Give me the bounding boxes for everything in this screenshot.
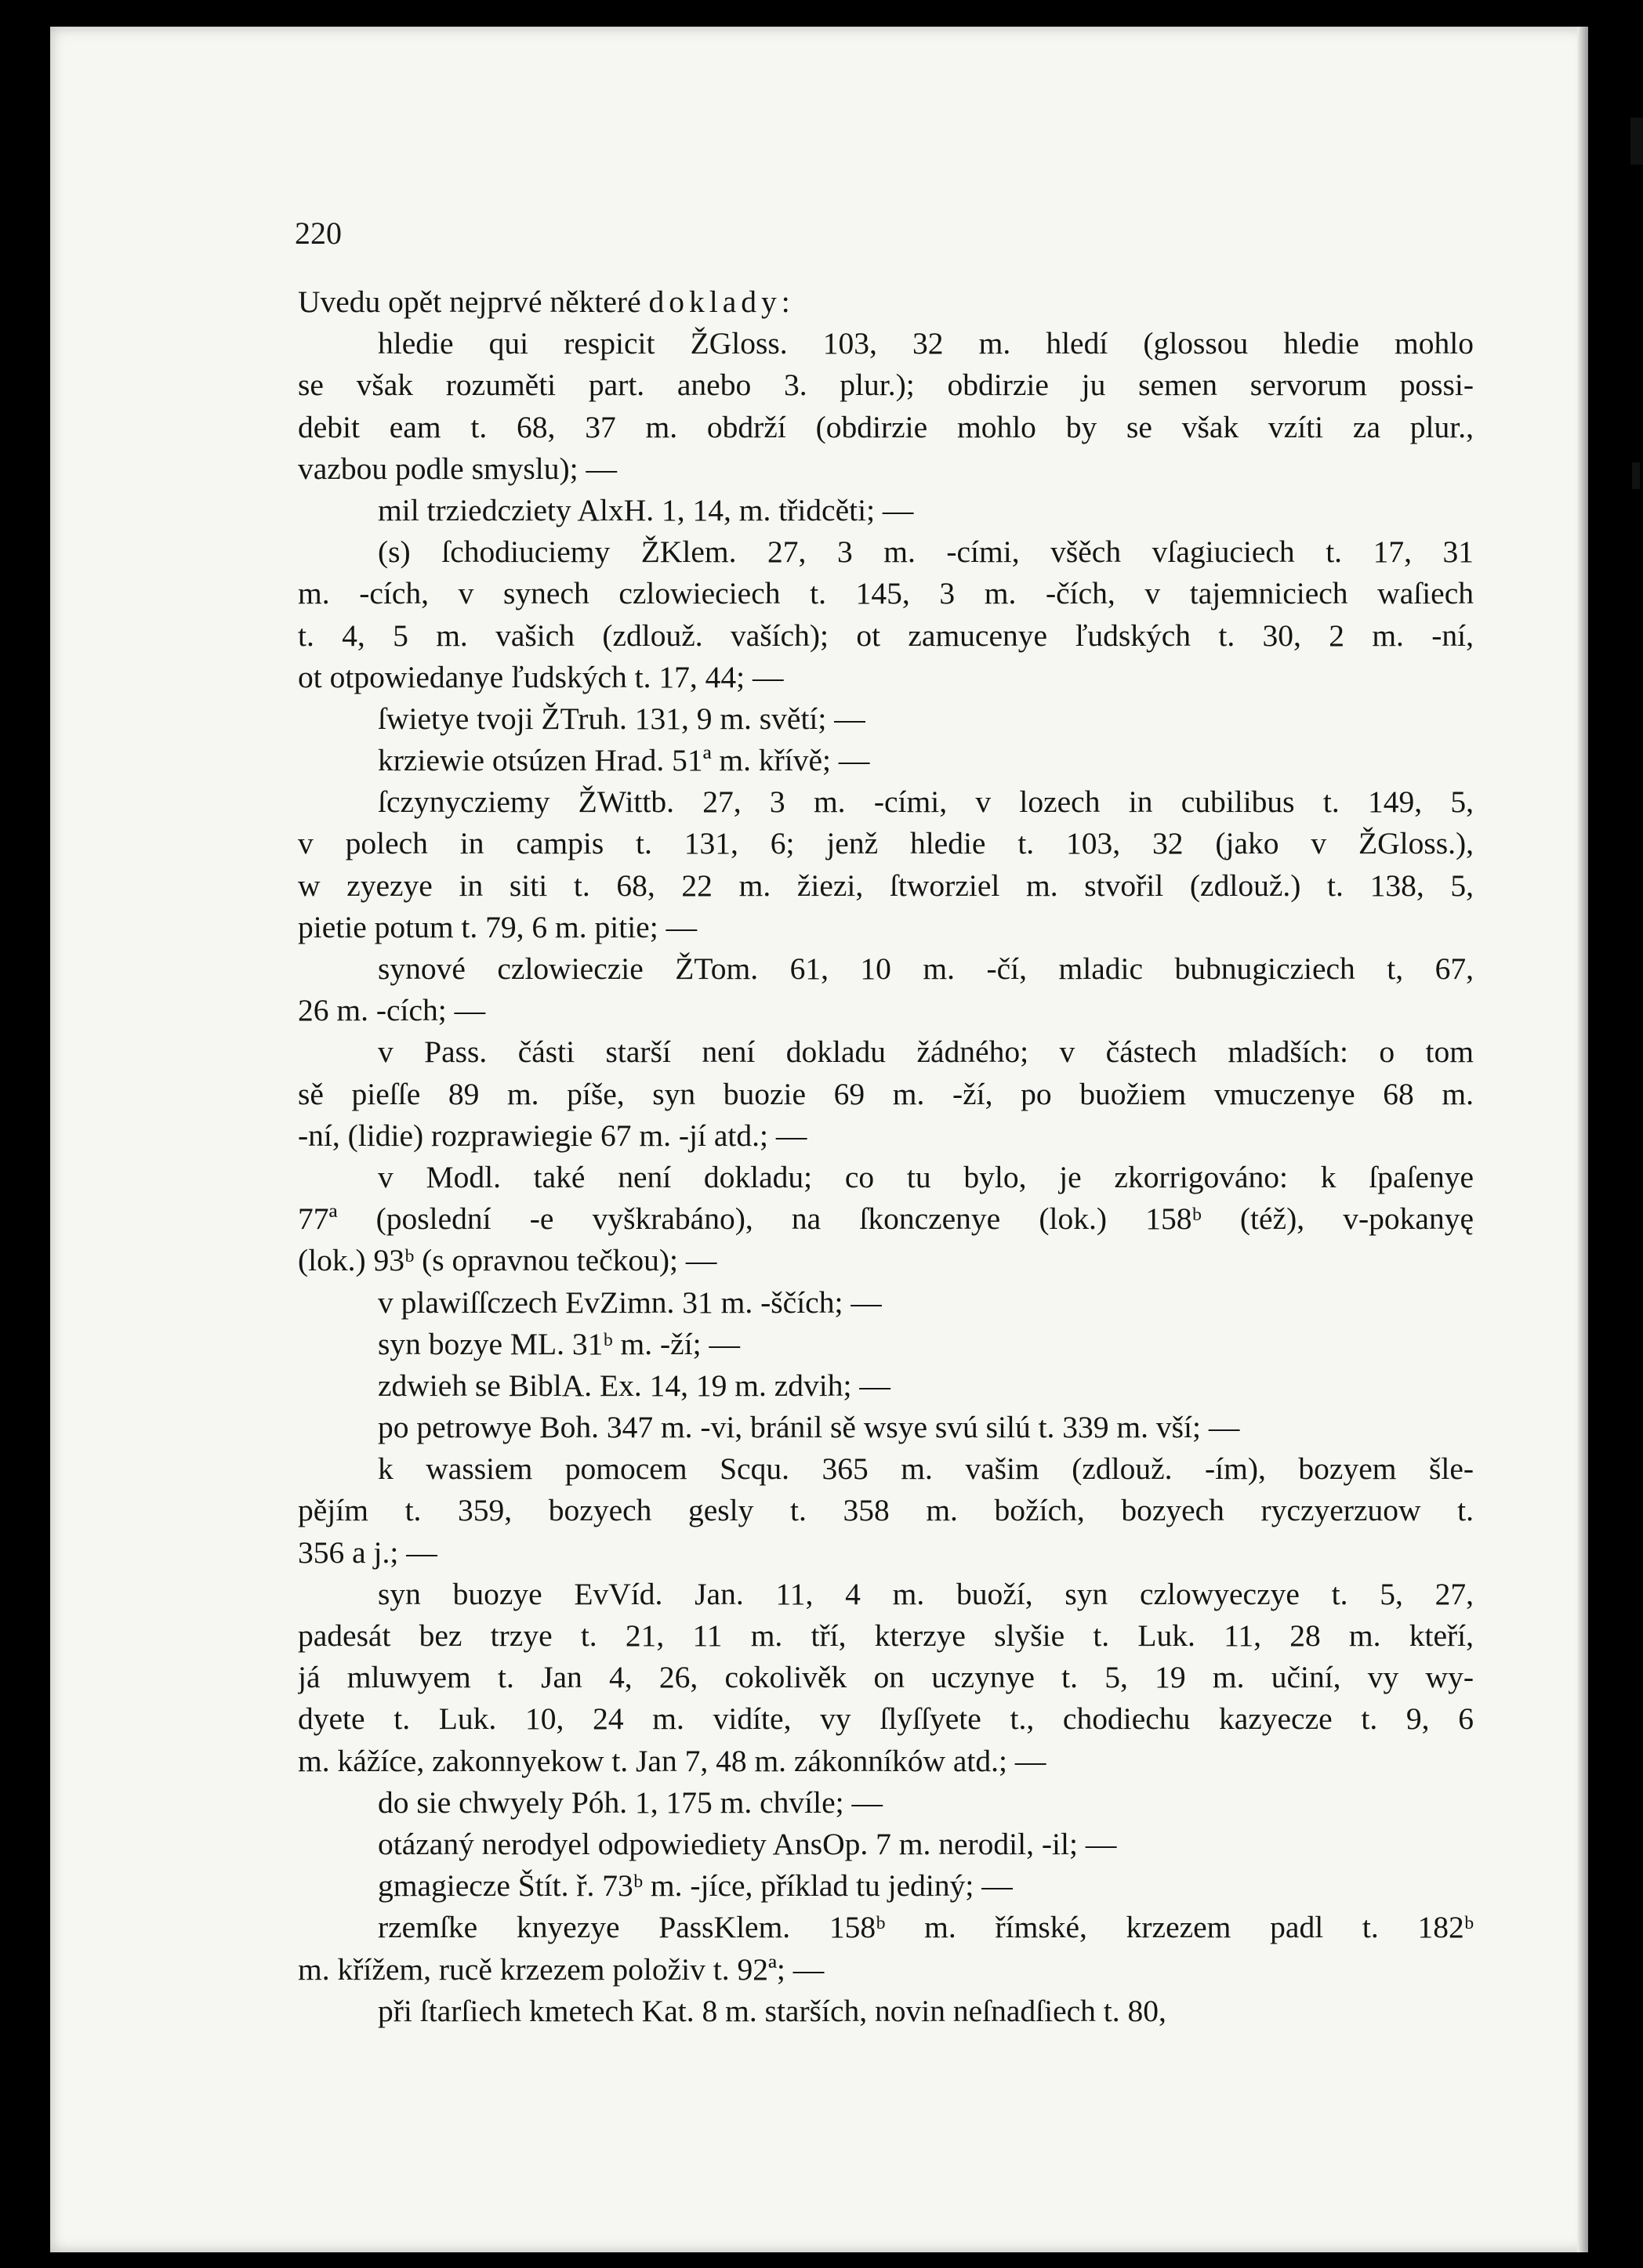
text-line: padesát bez trzye t. 21, 11 m. tří, kterzye slyšie t. Luk. 11, 28 m. kteří, — [298, 1618, 1474, 1653]
text-line: dyete t. Luk. 10, 24 m. vidíte, vy ſlyſſyete t., chodiechu kazyecze t. 9, 6 — [298, 1701, 1474, 1737]
spaced-word: doklady: — [648, 284, 795, 319]
text-line: krziewie otsúzen Hrad. 51ª m. křívě; — — [378, 743, 870, 778]
text-line: ot otpowiedanye ľudských t. 17, 44; — — [298, 659, 784, 694]
text-line: 26 m. -cích; — — [298, 993, 486, 1028]
text-line: (lok.) 93ᵇ (s opravnou tečkou); — — [298, 1243, 717, 1278]
text-line: vazbou podle smyslu); — — [298, 451, 618, 486]
page-number: 220 — [295, 216, 342, 251]
text-line: gmagiecze Štít. ř. 73ᵇ m. -jíce, příklad tu jediný; — — [378, 1868, 1013, 1904]
text-line: synové czlowieczie ŽTom. 61, 10 m. -čí, mladic bubnugicziech t, 67, — [378, 951, 1474, 986]
text-line: ſczynycziemy ŽWittb. 27, 3 m. -cími, v lozech in cubilibus t. 149, 5, — [378, 784, 1474, 820]
book-page — [50, 27, 1588, 2252]
text-line: 356 a j.; — — [298, 1534, 437, 1570]
text-line: rzemſke knyezye PassKlem. 158ᵇ m. římské, krzezem padl t. 182ᵇ — [378, 1910, 1474, 1945]
text-line: w zyezye in siti t. 68, 22 m. žiezi, ſtworziel m. stvořil (zdlouž.) t. 138, 5, — [298, 868, 1474, 903]
text-line: otázaný nerodyel odpowiediety AnsOp. 7 m. nerodil, -il; — — [378, 1826, 1117, 1861]
scan-artifact — [1632, 462, 1640, 489]
text-line: v plawiſſczech EvZimn. 31 m. -ščích; — — [378, 1284, 882, 1320]
text-line: syn buozye EvVíd. Jan. 11, 4 m. buoží, syn czlowyeczye t. 5, 27, — [378, 1576, 1474, 1611]
text-line: Uvedu opět nejprvé některé doklady: — [298, 284, 795, 319]
text-line: (s) ſchodiuciemy ŽKlem. 27, 3 m. -cími, všěch vſagiuciech t. 17, 31 — [378, 534, 1474, 570]
text-line: k wassiem pomocem Scqu. 365 m. vašim (zdlouž. -ím), bozyem šle- — [378, 1451, 1474, 1487]
text-line: mil trziedcziety AlxH. 1, 14, m. třidcěti; — — [378, 492, 914, 527]
text-line: t. 4, 5 m. vašich (zdlouž. vaších); ot zamucenye ľudských t. 30, 2 m. -ní, — [298, 618, 1474, 653]
text-line: po petrowye Boh. 347 m. -vi, bránil sě wsye svú silú t. 339 m. vší; — — [378, 1410, 1240, 1445]
text-line: m. -cích, v synech czlowieciech t. 145, 3 m. -čích, v tajemniciech waſiech — [298, 576, 1474, 611]
text-line: v Pass. části starší není dokladu žádného; v částech mladších: o tom — [378, 1034, 1474, 1070]
page-edge-shadow — [1577, 27, 1588, 2252]
text-line: m. křížem, rucě krzezem položiv t. 92ª; — — [298, 1951, 825, 1987]
text-line: zdwieh se BiblA. Ex. 14, 19 m. zdvih; — — [378, 1368, 890, 1403]
text-line: ſwietye tvoji ŽTruh. 131, 9 m. světí; — — [378, 701, 865, 736]
text-line: v polech in campis t. 131, 6; jenž hledie t. 103, 32 (jako v ŽGloss.), — [298, 826, 1474, 861]
text-line: syn bozye ML. 31ᵇ m. -ží; — — [378, 1326, 741, 1361]
text-line: 77ª (poslední -e vyškrabáno), na ſkonczenye (lok.) 158ᵇ (též), v-pokanyę — [298, 1201, 1474, 1237]
body-text — [298, 281, 1474, 2032]
text-line: do sie chwyely Póh. 1, 175 m. chvíle; — — [378, 1784, 883, 1820]
text-line: pějím t. 359, bozyech gesly t. 358 m. božích, bozyech ryczyerzuow t. — [298, 1493, 1474, 1528]
text-line: se však rozuměti part. anebo 3. plur.); obdirzie ju semen servorum possi- — [298, 368, 1474, 403]
scan-artifact — [1630, 118, 1643, 165]
text-line: hledie qui respicit ŽGloss. 103, 32 m. hledí (glossou hledie mohlo — [378, 326, 1474, 361]
text-line: při ſtarſiech kmetech Kat. 8 m. starších, novin neſnadſiech t. 80, — [378, 1993, 1166, 2028]
text-line: -ní, (lidie) rozprawiegie 67 m. -jí atd.; — — [298, 1118, 807, 1153]
text-line: v Modl. také není dokladu; co tu bylo, je zkorrigováno: k ſpaſenye — [378, 1159, 1474, 1194]
text-line: debit eam t. 68, 37 m. obdrží (obdirzie mohlo by se však vzíti za plur., — [298, 409, 1474, 444]
text-line: pietie potum t. 79, 6 m. pitie; — — [298, 909, 698, 944]
text-line: já mluwyem t. Jan 4, 26, cokolivěk on uczynye t. 5, 19 m. učiní, vy wy- — [298, 1660, 1474, 1695]
text-line: m. kážíce, zakonnyekow t. Jan 7, 48 m. zákonníków atd.; — — [298, 1743, 1046, 1778]
text-line: sě pieſſe 89 m. píše, syn buozie 69 m. -ží, po buožiem vmuczenye 68 m. — [298, 1076, 1474, 1111]
